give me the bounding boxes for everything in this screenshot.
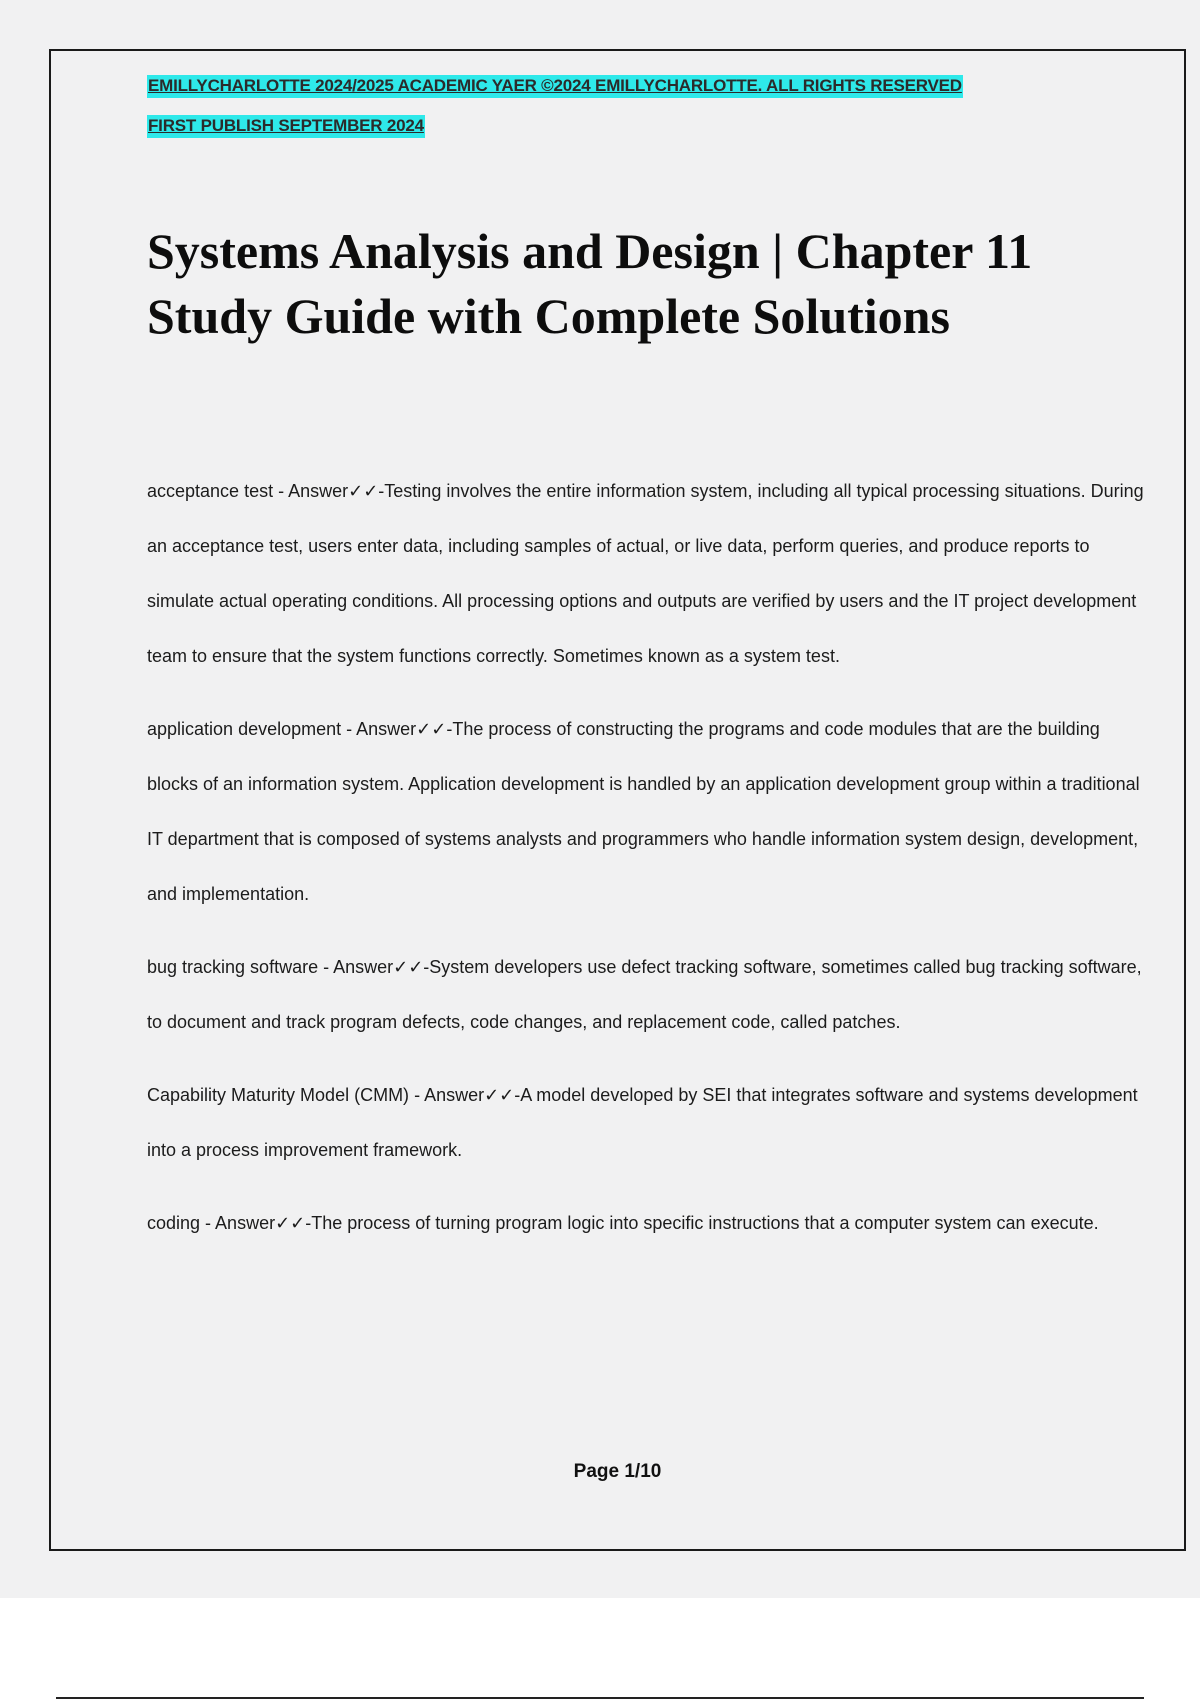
glossary-entry <box>147 940 1147 1050</box>
double-check-icon: ✓✓ <box>484 1085 515 1105</box>
page-number: Page 1/10 <box>573 1461 662 1482</box>
entry-answer-label: - Answer <box>318 957 394 977</box>
document-title: Systems Analysis and Design | Chapter 11 Study Guide with Complete Solutions <box>147 223 1033 344</box>
double-check-icon: ✓✓ <box>275 1213 306 1233</box>
glossary-entry <box>147 464 1147 684</box>
glossary-entry <box>147 1068 1147 1178</box>
glossary-entry <box>147 1196 1147 1251</box>
entry-term: coding <box>147 1213 201 1233</box>
double-check-icon: ✓✓ <box>348 481 379 501</box>
double-check-icon: ✓✓ <box>416 719 447 739</box>
copyright-header: EMILLYCHARLOTTE 2024/2025 ACADEMIC YAER ©2024 EMILLYCHARLOTTE. ALL RIGHTS RESERVED <box>147 75 963 98</box>
double-check-icon: ✓✓ <box>393 957 424 977</box>
page-border <box>49 49 1186 1551</box>
entry-term: application development <box>147 719 342 739</box>
entry-definition: -The process of constructing the programs and code modules that are the building blocks of an information system. Application development is handled by an application development group within a traditional IT department that is composed of systems analysts and programmers who handle information system design, development, and implementation. <box>147 719 1140 904</box>
entry-answer-label: - Answer <box>409 1085 485 1105</box>
publish-date-header: FIRST PUBLISH SEPTEMBER 2024 <box>147 115 425 138</box>
entry-answer-label: - Answer <box>273 481 349 501</box>
entry-term: bug tracking software <box>147 957 319 977</box>
glossary-list <box>147 464 1147 1269</box>
next-page-divider <box>56 1697 1144 1699</box>
entry-definition: -Testing involves the entire information system, including all typical processing situations. During an acceptance test, users enter data, including samples of actual, or live data, perform queries, and produce reports to simulate actual operating conditions. All processing options and outputs are verified by users and the IT project development team to ensure that the system functions correctly. Sometimes known as a system test. <box>147 481 1144 666</box>
glossary-entry <box>147 702 1147 922</box>
entry-term: Capability Maturity Model (CMM) <box>147 1085 410 1105</box>
entry-term: acceptance test <box>147 481 274 501</box>
entry-definition: -System developers use defect tracking software, sometimes called bug tracking software, to document and track program defects, code changes, and replacement code, called patches. <box>147 957 1142 1032</box>
entry-answer-label: - Answer <box>341 719 417 739</box>
entry-definition: -The process of turning program logic into specific instructions that a computer system can execute. <box>305 1213 1099 1233</box>
entry-definition: -A model developed by SEI that integrates software and systems development into a process improvement framework. <box>147 1085 1138 1160</box>
entry-answer-label: - Answer <box>200 1213 276 1233</box>
